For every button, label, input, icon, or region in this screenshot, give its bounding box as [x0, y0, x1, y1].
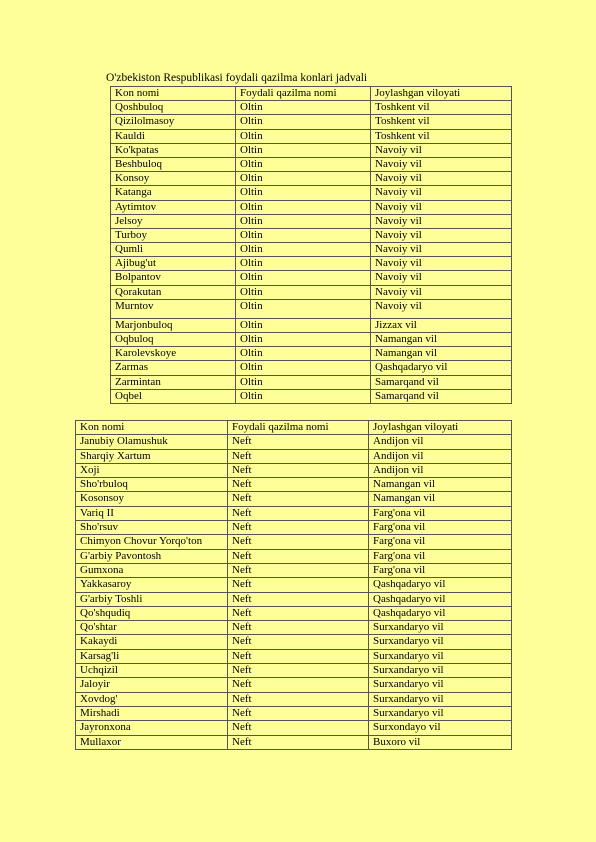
table-row	[111, 299, 512, 318]
table-cell: Surxandaryo vil	[369, 664, 512, 678]
table-cell: Murntov	[111, 299, 236, 318]
table-cell: Neft	[228, 506, 369, 520]
table-cell: Oltin	[236, 318, 371, 332]
table-cell: Oltin	[236, 157, 371, 171]
table-cell: G'arbiy Pavontosh	[76, 549, 228, 563]
table-cell: Zarmintan	[111, 375, 236, 389]
table-row	[111, 375, 512, 389]
table-cell: Neft	[228, 463, 369, 477]
table-cell: Neft	[228, 578, 369, 592]
table-cell: Oltin	[236, 285, 371, 299]
oil-deposits-table	[75, 420, 512, 750]
table-cell: Navoiy vil	[371, 186, 512, 200]
table-cell: Neft	[228, 521, 369, 535]
table-row	[76, 506, 512, 520]
table-row	[76, 463, 512, 477]
table-cell: Navoiy vil	[371, 143, 512, 157]
table-cell: Surxandaryo vil	[369, 635, 512, 649]
table-cell: Ajibug'ut	[111, 257, 236, 271]
table-row	[76, 435, 512, 449]
table-cell: Navoiy vil	[371, 228, 512, 242]
table-cell: Namangan vil	[369, 492, 512, 506]
table-row	[111, 285, 512, 299]
table-cell: Aytimtov	[111, 200, 236, 214]
table-cell: Navoiy vil	[371, 271, 512, 285]
table-cell: Qizilolmasoy	[111, 115, 236, 129]
table-cell: Surxandaryo vil	[369, 678, 512, 692]
table-cell: Navoiy vil	[371, 299, 512, 318]
table-cell: Karsag'li	[76, 649, 228, 663]
table-cell: Samarqand vil	[371, 389, 512, 403]
table-cell: Navoiy vil	[371, 172, 512, 186]
table-cell: Turboy	[111, 228, 236, 242]
table-cell: Neft	[228, 478, 369, 492]
column-header: Joylashgan viloyati	[371, 87, 512, 101]
column-header: Joylashgan viloyati	[369, 421, 512, 435]
table-cell: Qo'shtar	[76, 621, 228, 635]
table-row	[111, 257, 512, 271]
column-header: Kon nomi	[111, 87, 236, 101]
table-cell: Qumli	[111, 243, 236, 257]
table-cell: Jayronxona	[76, 721, 228, 735]
table-cell: Mirshadi	[76, 706, 228, 720]
table-cell: Oqbel	[111, 389, 236, 403]
column-header: Foydali qazilma nomi	[236, 87, 371, 101]
table-cell: Surxondayo vil	[369, 721, 512, 735]
table-row	[111, 271, 512, 285]
table-cell: Surxandaryo vil	[369, 706, 512, 720]
table-cell: Variq II	[76, 506, 228, 520]
table-row	[111, 318, 512, 332]
table-cell: Sho'rsuv	[76, 521, 228, 535]
table-row	[111, 101, 512, 115]
table-cell: Oltin	[236, 333, 371, 347]
table-cell: Qashqadaryo vil	[369, 592, 512, 606]
table-cell: Neft	[228, 635, 369, 649]
table-cell: Oltin	[236, 200, 371, 214]
table-cell: Surxandaryo vil	[369, 692, 512, 706]
table-row	[76, 664, 512, 678]
table-cell: Navoiy vil	[371, 200, 512, 214]
table-row	[76, 535, 512, 549]
table-cell: Neft	[228, 592, 369, 606]
table-row	[111, 129, 512, 143]
table-cell: Oqbuloq	[111, 333, 236, 347]
table-cell: Xovdog'	[76, 692, 228, 706]
table-cell: Navoiy vil	[371, 243, 512, 257]
table-row	[76, 563, 512, 577]
table-cell: Ko'kpatas	[111, 143, 236, 157]
table-cell: Qorakutan	[111, 285, 236, 299]
table-cell: Neft	[228, 621, 369, 635]
table-row	[111, 172, 512, 186]
table-row	[111, 200, 512, 214]
table-row	[76, 492, 512, 506]
table-cell: Farg'ona vil	[369, 549, 512, 563]
table-cell: Farg'ona vil	[369, 521, 512, 535]
table-row	[76, 635, 512, 649]
table-cell: Namangan vil	[371, 347, 512, 361]
table-cell: Zarmas	[111, 361, 236, 375]
table-cell: Neft	[228, 563, 369, 577]
table-cell: Namangan vil	[371, 333, 512, 347]
table-cell: Neft	[228, 606, 369, 620]
table-cell: Farg'ona vil	[369, 563, 512, 577]
table-cell: Kakaydi	[76, 635, 228, 649]
table-cell: Jelsoy	[111, 214, 236, 228]
table-cell: Surxandaryo vil	[369, 621, 512, 635]
document-title: O'zbekiston Respublikasi foydali qazilma konlari jadvali	[106, 72, 368, 84]
table-cell: Oltin	[236, 228, 371, 242]
table-cell: Jizzax vil	[371, 318, 512, 332]
table-cell: Janubiy Olamushuk	[76, 435, 228, 449]
table-row	[76, 621, 512, 635]
table-cell: Toshkent vil	[371, 115, 512, 129]
table-cell: Navoiy vil	[371, 214, 512, 228]
table-cell: Sho'rbuloq	[76, 478, 228, 492]
table-row	[111, 347, 512, 361]
column-header: Foydali qazilma nomi	[228, 421, 369, 435]
table-cell: G'arbiy Toshli	[76, 592, 228, 606]
table-cell: Yakkasaroy	[76, 578, 228, 592]
table-row	[76, 706, 512, 720]
table-row	[76, 735, 512, 749]
table-cell: Neft	[228, 721, 369, 735]
table-cell: Oltin	[236, 186, 371, 200]
table-cell: Neft	[228, 435, 369, 449]
table-row	[111, 228, 512, 242]
table-cell: Navoiy vil	[371, 285, 512, 299]
table-cell: Oltin	[236, 389, 371, 403]
table-row	[76, 592, 512, 606]
column-header: Kon nomi	[76, 421, 228, 435]
table-cell: Qashqadaryo vil	[371, 361, 512, 375]
table-cell: Oltin	[236, 299, 371, 318]
table-cell: Kauldi	[111, 129, 236, 143]
table-cell: Marjonbuloq	[111, 318, 236, 332]
table-cell: Surxandaryo vil	[369, 649, 512, 663]
table-row	[76, 721, 512, 735]
table-row	[111, 115, 512, 129]
table-cell: Beshbuloq	[111, 157, 236, 171]
table-cell: Navoiy vil	[371, 157, 512, 171]
table-cell: Toshkent vil	[371, 129, 512, 143]
table-cell: Farg'ona vil	[369, 506, 512, 520]
table-cell: Sharqiy Xartum	[76, 449, 228, 463]
table-cell: Konsoy	[111, 172, 236, 186]
table-row	[111, 214, 512, 228]
table-cell: Katanga	[111, 186, 236, 200]
gold-deposits-table	[110, 86, 512, 404]
table-row	[76, 649, 512, 663]
table-cell: Qo'shqudiq	[76, 606, 228, 620]
table-cell: Neft	[228, 492, 369, 506]
table-cell: Buxoro vil	[369, 735, 512, 749]
table-cell: Neft	[228, 678, 369, 692]
table-header-row	[111, 87, 512, 101]
table-header-row	[76, 421, 512, 435]
table-row	[111, 333, 512, 347]
table-cell: Karolevskoye	[111, 347, 236, 361]
table-cell: Neft	[228, 735, 369, 749]
table-row	[76, 578, 512, 592]
table-row	[111, 389, 512, 403]
table-cell: Xoji	[76, 463, 228, 477]
table-row	[111, 186, 512, 200]
table-cell: Neft	[228, 649, 369, 663]
table-cell: Samarqand vil	[371, 375, 512, 389]
table-row	[111, 143, 512, 157]
table-cell: Oltin	[236, 271, 371, 285]
table-cell: Qashqadaryo vil	[369, 578, 512, 592]
table-row	[76, 678, 512, 692]
table-cell: Oltin	[236, 143, 371, 157]
table-cell: Neft	[228, 664, 369, 678]
table-cell: Chimyon Chovur Yorqo'ton	[76, 535, 228, 549]
table-cell: Namangan vil	[369, 478, 512, 492]
table-cell: Qashqadaryo vil	[369, 606, 512, 620]
table-cell: Andijon vil	[369, 463, 512, 477]
table-cell: Oltin	[236, 347, 371, 361]
table-cell: Neft	[228, 706, 369, 720]
table-cell: Neft	[228, 449, 369, 463]
table-row	[76, 478, 512, 492]
table-row	[76, 521, 512, 535]
table-cell: Oltin	[236, 375, 371, 389]
table-cell: Neft	[228, 692, 369, 706]
table-cell: Navoiy vil	[371, 257, 512, 271]
table-cell: Oltin	[236, 243, 371, 257]
table-cell: Jaloyir	[76, 678, 228, 692]
table-cell: Andijon vil	[369, 449, 512, 463]
table-cell: Uchqizil	[76, 664, 228, 678]
table-cell: Qoshbuloq	[111, 101, 236, 115]
table-cell: Gumxona	[76, 563, 228, 577]
table-cell: Oltin	[236, 214, 371, 228]
table-row	[76, 606, 512, 620]
table-cell: Neft	[228, 549, 369, 563]
table-cell: Oltin	[236, 101, 371, 115]
table-row	[111, 361, 512, 375]
table-cell: Neft	[228, 535, 369, 549]
table-cell: Bolpantov	[111, 271, 236, 285]
table-cell: Mullaxor	[76, 735, 228, 749]
table-row	[76, 549, 512, 563]
table-cell: Oltin	[236, 361, 371, 375]
table-cell: Andijon vil	[369, 435, 512, 449]
table-row	[76, 449, 512, 463]
table-cell: Oltin	[236, 257, 371, 271]
table-row	[111, 243, 512, 257]
table-row	[111, 157, 512, 171]
table-cell: Farg'ona vil	[369, 535, 512, 549]
table-cell: Oltin	[236, 129, 371, 143]
table-row	[76, 692, 512, 706]
table-cell: Oltin	[236, 115, 371, 129]
table-cell: Kosonsoy	[76, 492, 228, 506]
table-cell: Toshkent vil	[371, 101, 512, 115]
table-cell: Oltin	[236, 172, 371, 186]
